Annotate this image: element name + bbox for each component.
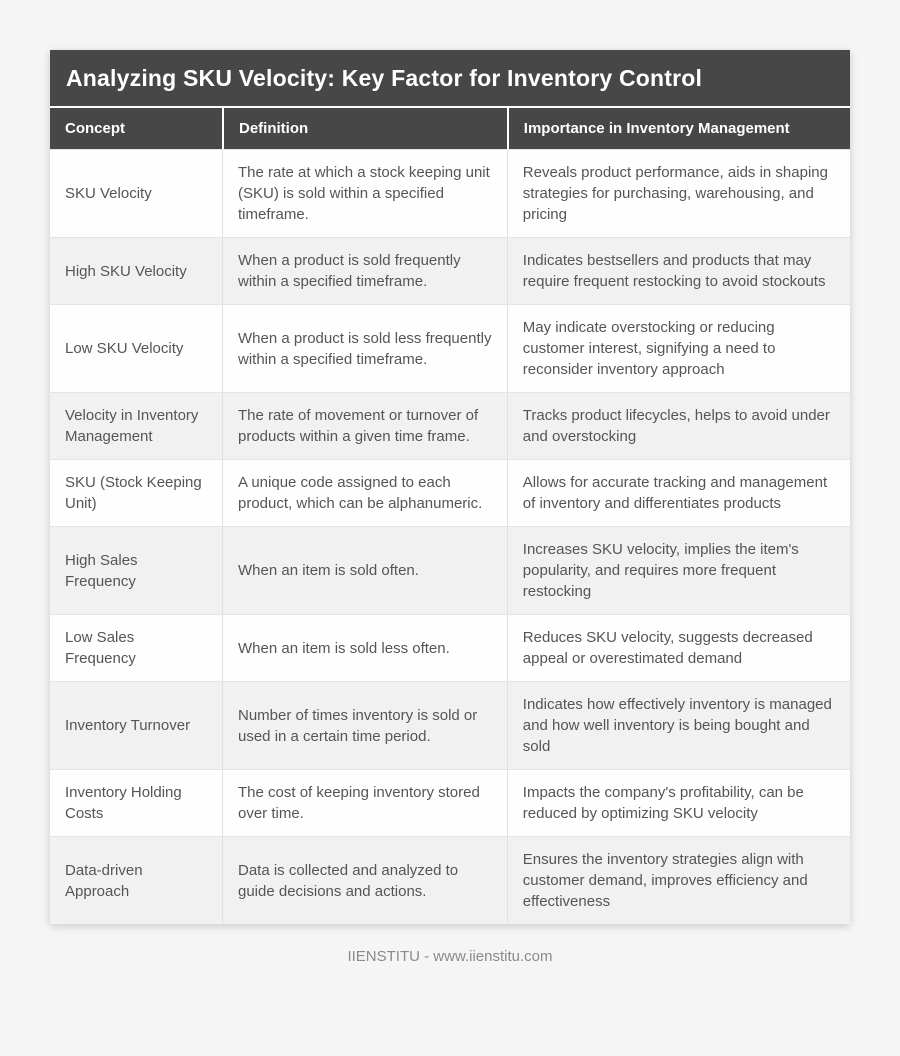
importance-cell: Impacts the company's profitability, can be reduced by optimizing SKU velocity (507, 769, 850, 836)
column-header-concept: Concept (50, 106, 222, 149)
footer-credit: IIENSTITU - www.iienstitu.com (347, 948, 553, 965)
definition-cell: Data is collected and analyzed to guide decisions and actions. (222, 836, 507, 924)
concept-cell: Velocity in Inventory Management (50, 392, 222, 459)
definition-cell: When an item is sold often. (222, 526, 507, 614)
concept-cell: High SKU Velocity (50, 237, 222, 304)
page-title: Analyzing SKU Velocity: Key Factor for Inventory Control (50, 50, 850, 106)
importance-cell: Indicates how effectively inventory is managed and how well inventory is being bought and sold (507, 681, 850, 769)
table-row (50, 614, 850, 681)
table-row (50, 526, 850, 614)
concept-cell: Low SKU Velocity (50, 304, 222, 392)
concept-cell: High Sales Frequency (50, 526, 222, 614)
sku-velocity-table-card (50, 50, 850, 924)
column-header-definition: Definition (222, 106, 507, 149)
importance-cell: Indicates bestsellers and products that may require frequent restocking to avoid stockouts (507, 237, 850, 304)
definition-cell: A unique code assigned to each product, which can be alphanumeric. (222, 459, 507, 526)
table-row (50, 237, 850, 304)
concept-cell: Low Sales Frequency (50, 614, 222, 681)
sku-velocity-table (50, 106, 850, 924)
importance-cell: Reduces SKU velocity, suggests decreased appeal or overestimated demand (507, 614, 850, 681)
table-body (50, 149, 850, 924)
definition-cell: Number of times inventory is sold or used in a certain time period. (222, 681, 507, 769)
table-row (50, 304, 850, 392)
table-row (50, 149, 850, 237)
concept-cell: Inventory Holding Costs (50, 769, 222, 836)
table-header (50, 106, 850, 149)
table-row (50, 459, 850, 526)
importance-cell: Tracks product lifecycles, helps to avoid under and overstocking (507, 392, 850, 459)
importance-cell: Increases SKU velocity, implies the item's popularity, and requires more frequent restocking (507, 526, 850, 614)
definition-cell: When an item is sold less often. (222, 614, 507, 681)
importance-cell: May indicate overstocking or reducing customer interest, signifying a need to reconsider inventory approach (507, 304, 850, 392)
table-row (50, 836, 850, 924)
definition-cell: When a product is sold frequently within a specified timeframe. (222, 237, 507, 304)
importance-cell: Allows for accurate tracking and management of inventory and differentiates products (507, 459, 850, 526)
concept-cell: SKU (Stock Keeping Unit) (50, 459, 222, 526)
table-row (50, 392, 850, 459)
importance-cell: Ensures the inventory strategies align with customer demand, improves efficiency and effectiveness (507, 836, 850, 924)
concept-cell: SKU Velocity (50, 149, 222, 237)
header-row (50, 106, 850, 149)
definition-cell: When a product is sold less frequently within a specified timeframe. (222, 304, 507, 392)
column-header-importance: Importance in Inventory Management (507, 106, 850, 149)
definition-cell: The rate at which a stock keeping unit (SKU) is sold within a specified timeframe. (222, 149, 507, 237)
concept-cell: Inventory Turnover (50, 681, 222, 769)
concept-cell: Data-driven Approach (50, 836, 222, 924)
definition-cell: The rate of movement or turnover of products within a given time frame. (222, 392, 507, 459)
table-row (50, 769, 850, 836)
table-row (50, 681, 850, 769)
definition-cell: The cost of keeping inventory stored over time. (222, 769, 507, 836)
importance-cell: Reveals product performance, aids in shaping strategies for purchasing, warehousing, and pricing (507, 149, 850, 237)
